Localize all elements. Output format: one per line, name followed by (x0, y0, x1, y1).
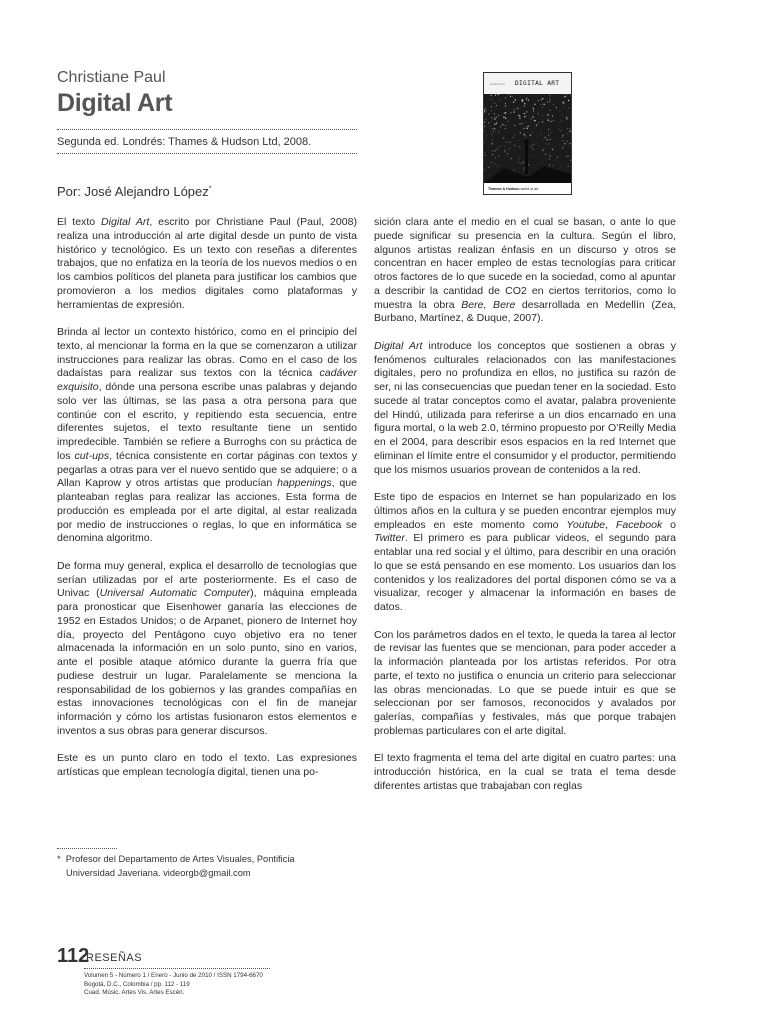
book-title: Digital Art (57, 89, 173, 117)
italic-run: Universal Automatic Computer (99, 587, 251, 600)
italic-run: Twitter (374, 532, 405, 545)
journal-line-2: Bogotá, D.C., Colombia / pp. 112 - 119 (84, 980, 190, 988)
italic-run: Bere, Bere (461, 298, 516, 311)
italic-run: cut-ups (74, 449, 110, 462)
cover-footer (484, 183, 571, 194)
footnote (57, 853, 357, 880)
byline-footnote-mark: * (208, 185, 212, 193)
cover-series: world of art (490, 82, 505, 86)
right-column (374, 216, 676, 807)
edition-info: Segunda ed. Londrés: Thames & Hudson Ltd, 2008. (57, 136, 312, 148)
italic-run: Facebook (615, 518, 663, 531)
cover-publisher-name: Thames & Hudson (488, 187, 520, 191)
cover-image (484, 94, 571, 183)
cover-header (484, 73, 571, 94)
journal-line-1: Volumen 5 - Número 1 / Enero - Junio de 2010 / ISSN 1794-6670 (84, 972, 263, 979)
paragraph: El texto fragmenta el tema del arte digital en cuatro partes: una introducción histórica, en la cual se trata el tema desde diferentes artistas que trabajaban con reglas (374, 752, 676, 792)
italic-run: Digital Art (101, 216, 150, 228)
journal-line-3: Cuad. Músic. Artes Vis. Artes Escén. (84, 989, 185, 996)
page-number: 112 (57, 945, 90, 967)
italic-run: Youtube (566, 518, 606, 531)
italic-run: happenings (277, 477, 332, 490)
journal-info (84, 972, 263, 998)
paragraph: De forma muy general, explica el desarrollo de tecnologías que serían utilizadas por el arte posteriormente. Es el caso de Univac (Universal Automatic Computer), máquina empleada para pronosticar que Eisenhower ganaría las elecciones de 1952 en Estados Unidos; o de Arpanet, pionero de Internet hoy día, proyecto del Pentágono cuyo objetivo era no tener almacenada la información en un solo punto, sino en varios, ante el posible ataque atómico durante la guerra fría que pudiese destruir un lugar. Paralelamente se menciona la responsabilidad de los gobiernos y las grandes compañías en estas innovaciones tecnológicas con el fin de manejar información y cómo los artistas fusionaron estos elementos e inventos a sus obras para generar discursos. (57, 559, 357, 737)
footer-divider (84, 968, 270, 969)
footnote-line-2: Universidad Javeriana. videorgb@gmail.com (66, 867, 251, 878)
paragraph: Brinda al lector un contexto histórico, como en el principio del texto, al mencionar la forma en la que se comenzaron a utilizar instrucciones para realizar las obras. Como en el caso de los dadaístas para realizar sus textos con la técnica cadáver exquisito, dónde una persona escribe unas palabras y dejando solo ver las últimas, se las pasa a otra persona para que continúe con el escrito, y repitiendo esta secuencia, entre diferentes sujetos, el texto resultante tiene un sentido impredecible. También se refiere a Burroghs con su práctica de los cut-ups, técnica consistente en cortar páginas con textos y pegarlas a otras para ver el nuevo sentido que se adquiere; o a Allan Kaprow y otros artistas que producían happenings, que planteaban reglas para realizar las acciones. Esta forma de producción es empleada por el arte digital, al estar realizada por medio de instrucciones o reglas, lo que en informática se denomina algoritmo. (57, 326, 357, 545)
footnote-line (57, 853, 357, 867)
left-column (57, 216, 357, 794)
cover-title: DIGITAL ART (515, 80, 560, 87)
paragraph: Este tipo de espacios en Internet se han popularizado en los últimos años en la cultura y se pueden encontrar ejemplos muy empleados en este momento como Youtube, Facebook o Twitter. El primero es para publicar videos, el segundo para entablar una red social y el último, para describir en una oración lo que se está pensando en ese momento. Los usuarios dan los contenidos y los realizadores del portal disponen cómo se va a visualizar, recoger y almacenar la información en bases de datos. (374, 491, 676, 613)
paragraph: sición clara ante el medio en el cual se basan, o ante lo que puede significar su presencia en la cultura. Según el libro, algunos artistas realizan énfasis en un discurso y otros se concentran en hacer empleo de estas tecnologías para criticar otros factores de lo que sucede en la sociedad, como al apuntar a describir la cantidad de CO2 en ciertos territorios, como lo muestra la obra Bere, Bere desarrollada en Medellín (Zea, Burbano, Martínez, & Duque, 2007). (374, 216, 676, 325)
paragraph: Este es un punto claro en todo el texto. Las expresiones artísticas que emplean tecnología digital, tienen una po- (57, 752, 357, 778)
footnote-divider (57, 848, 117, 849)
paragraph: El texto Digital Art, escrito por Christiane Paul (Paul, 2008) realiza una introducción al arte digital desde un punto de vista histórico y tecnológico. Es un texto con reseñas a diferentes trabajos, que no enfatiza en la teoría de los nuevos medios o en los cambios políticos del planeta para justificar los cambios que promovieron a los medios digitales como plataformas y herramientas de expresión. (57, 216, 358, 311)
byline-text: Por: José Alejandro López (57, 184, 209, 199)
paragraph: Con los parámetros dados en el texto, le queda la tarea al lector de revisar las fuentes que se mencionan, para poder acceder a la información planteada por los artistas referidos. Por otra parte, el texto no justifica o enuncia un criterio para seleccionar las obras mencionadas. Lo que se puede intuir es que se seleccionan por ser famosos, reconocidos y avalados por galerías, compañías y festivales, más que porque trabajen problemas particulares con el arte digital. (374, 628, 676, 737)
italic-run: Digital Art (374, 339, 423, 352)
cover-publisher-sub: world of art (520, 187, 539, 191)
footnote-line-1: Profesor del Departamento de Artes Visuales, Pontificia (65, 854, 295, 864)
cover-artwork (484, 94, 571, 183)
italic-run: cadáver exquisito (57, 367, 357, 393)
footnote-mark: * (57, 854, 61, 864)
cover-publisher (488, 187, 538, 191)
section-label: RESEÑAS (86, 952, 143, 964)
author-name: Christiane Paul (57, 69, 166, 86)
title-divider-bottom (57, 153, 357, 154)
book-cover (483, 72, 572, 195)
byline (57, 184, 212, 199)
title-divider-top (57, 129, 357, 130)
paragraph: Digital Art introduce los conceptos que sostienen a obras y fenómenos culturales relacionados con las manifestaciones digitales, pero no profundiza en ellos, no justifica su razón de ser, ni las consecuencias que puedan tener en la sociedad. Esto sucede al tratar conceptos como el avatar, palabra proveniente del Hindú, utilizada para referirse a un dios encarnado en una figura mortal, o la web 2.0, término propuesto por O’Reilly Media en el 2004, para describir esos espacios en la red Internet que eliminan el límite entre el consumidor y el productor, permitiendo que los mismos usuarios provean de contenidos a la red. (374, 339, 676, 476)
